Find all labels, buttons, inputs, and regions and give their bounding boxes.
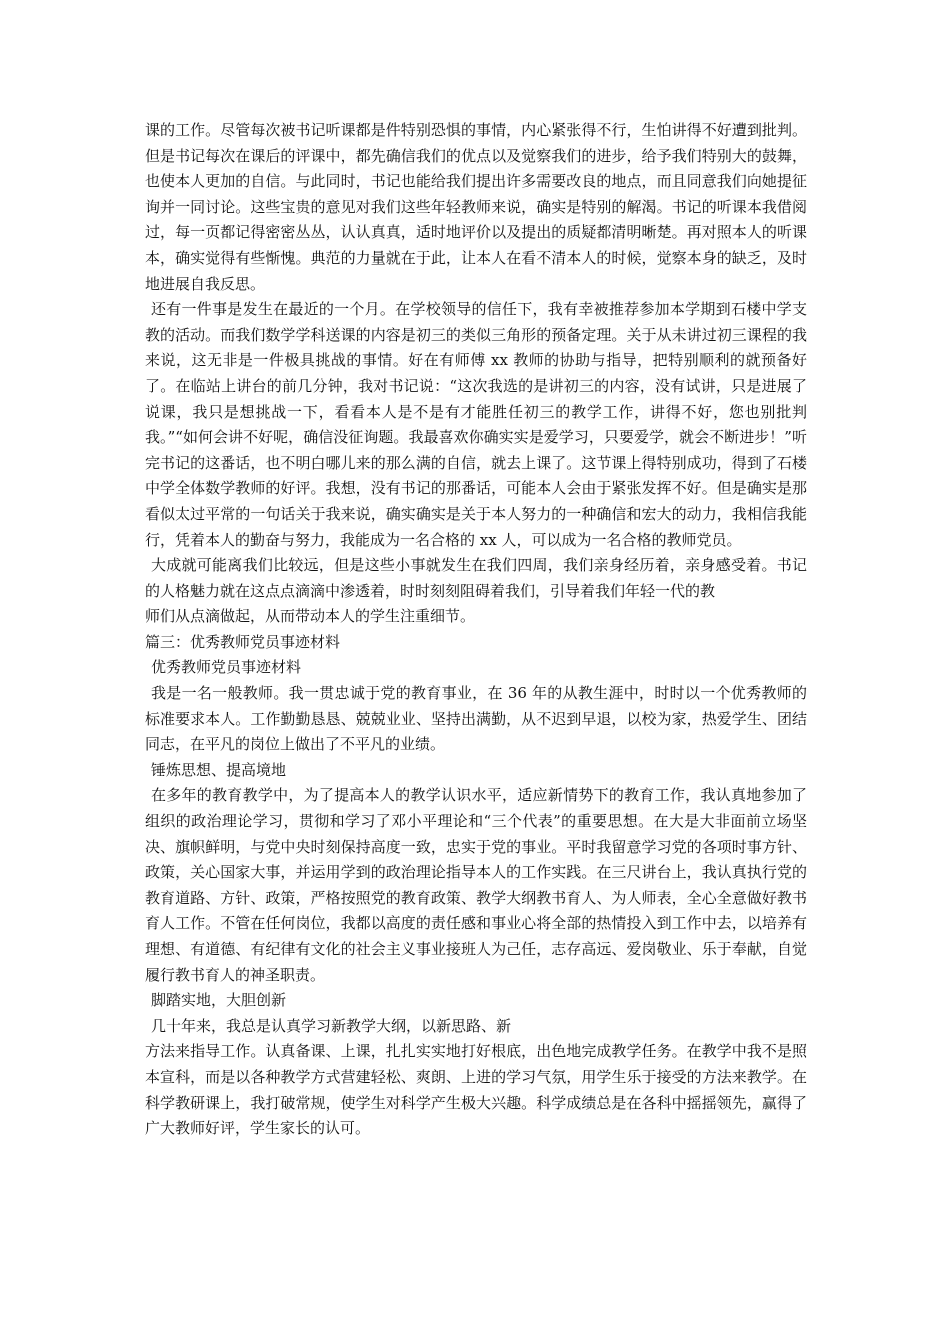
paragraph-2: 还有一件事是发生在最近的一个月。在学校领导的信任下，我有幸被推荐参加本学期到石楼中学支教的活动。而我们数学学科送课的内容是初三的类似三角形的预备定理。关于从未讲过初三课程的我来说，这无非是一件极具挑战的事情。好在有师傅 xx 教师的协助与指导，把特别顺利的就预备好了。在临站上讲台的前几分钟，我对书记说：“这次我选的是讲初三的内容，没有试讲，只是进展了说课，我只是想挑战一下，看看本人是不是有才能胜任初三的教学工作，讲得不好，您也别批判我。”“如何会讲不好呢，确信没征询题。我最喜欢你确实实是爱学习，只要爱学，就会不断进步！”听完书记的这番话，也不明白哪儿来的那么满的自信，就去上课了。这节课上得特别成功，得到了石楼中学全体数学教师的好评。我想，没有书记的那番话，可能本人会由于紧张发挥不好。但是确实是那看似太过平常的一句话关于我来说，确实确实是关于本人努力的一种确信和宏大的动力，我相信我能行，凭着本人的勤奋与努力，我能成为一名合格的 xx 人，可以成为一名合格的教师党员。	[145, 300, 807, 549]
subheading-innovation: 脚踏实地，大胆创新	[151, 991, 287, 1010]
paragraph-thought: 在多年的教育教学中，为了提高本人的教学认识水平，适应新情势下的教育工作，我认真地参加了组织的政治理论学习，贯彻和学习了邓小平理论和“三个代表”的重要思想。在大是大非面前立场坚决、旗帜鲜明，与党中央时刻保持高度一致，忠实于党的事业。平时我留意学习党的各项时事方针、政策，关心国家大事，并运用学到的政治理论指导本人的工作实践。在三尺讲台上，我认真执行党的教育道路、方针、政策，严格按照党的教育政策、教学大纲教书育人、为人师表，全心全意做好教书育人工作。不管在任何岗位，我都以高度的责任感和事业心将全部的热情投入到工作中去，以培养有理想、有道德、有纪律有文化的社会主义事业接班人为己任，志存高远、爱岗敬业、乐于奉献，自觉履行教书育人的神圣职责。	[145, 786, 807, 984]
document-page	[145, 118, 807, 1142]
section-subtitle: 优秀教师党员事迹材料	[151, 658, 302, 677]
paragraph-intro: 我是一名一般教师。我一贯忠诚于党的教育事业，在 36 年的从教生涯中，时时以一个优秀教师的标准要求本人。工作勤勤恳恳、兢兢业业、坚持出满勤，从不迟到早退，以校为家，热爱学生、团结同志，在平凡的岗位上做出了不平凡的业绩。	[145, 684, 807, 754]
paragraph-4: 师们从点滴做起，从而带动本人的学生注重细节。	[145, 607, 476, 626]
paragraph-innovation-rest: 方法来指导工作。认真备课、上课，扎扎实实地打好根底，出色地完成教学任务。在教学中我不是照本宣科，而是以各种教学方式营建轻松、爽朗、上进的学习气氛，用学生乐于接受的方法来教学。在科学教研课上，我打破常规，使学生对科学产生极大兴趣。科学成绩总是在各科中摇摇领先，赢得了广大教师好评，学生家长的认可。	[145, 1042, 807, 1138]
paragraph-1: 课的工作。尽管每次被书记听课都是件特别恐惧的事情，内心紧张得不行，生怕讲得不好遭到批判。但是书记每次在课后的评课中，都先确信我们的优点以及觉察我们的进步，给予我们特别大的鼓舞，也使本人更加的自信。与此同时，书记也能给我们提出许多需要改良的地点，而且同意我们向她提征询并一同讨论。这些宝贵的意见对我们这些年轻教师来说，确实是特别的解渴。书记的听课本我借阅过，每一页都记得密密丛丛，认认真真，适时地评价以及提出的质疑都清明晰楚。再对照本人的听课本，确实觉得有些惭愧。典范的力量就在于此，让本人在看不清本人的时候，觉察本身的缺乏，及时地进展自我反思。	[145, 121, 807, 293]
paragraph-3: 大成就可能离我们比较远，但是这些小事就发生在我们四周，我们亲身经历着，亲身感受着。书记的人格魅力就在这点点滴滴中渗透着，时时刻刻阻碍着我们，引导着我们年轻一代的教	[145, 556, 807, 600]
section-heading: 篇三：优秀教师党员事迹材料	[145, 632, 341, 651]
paragraph-innovation-start: 几十年来，我总是认真学习新教学大纲，以新思路、新	[151, 1016, 512, 1035]
subheading-thought: 锤炼思想、提高境地	[151, 760, 287, 779]
